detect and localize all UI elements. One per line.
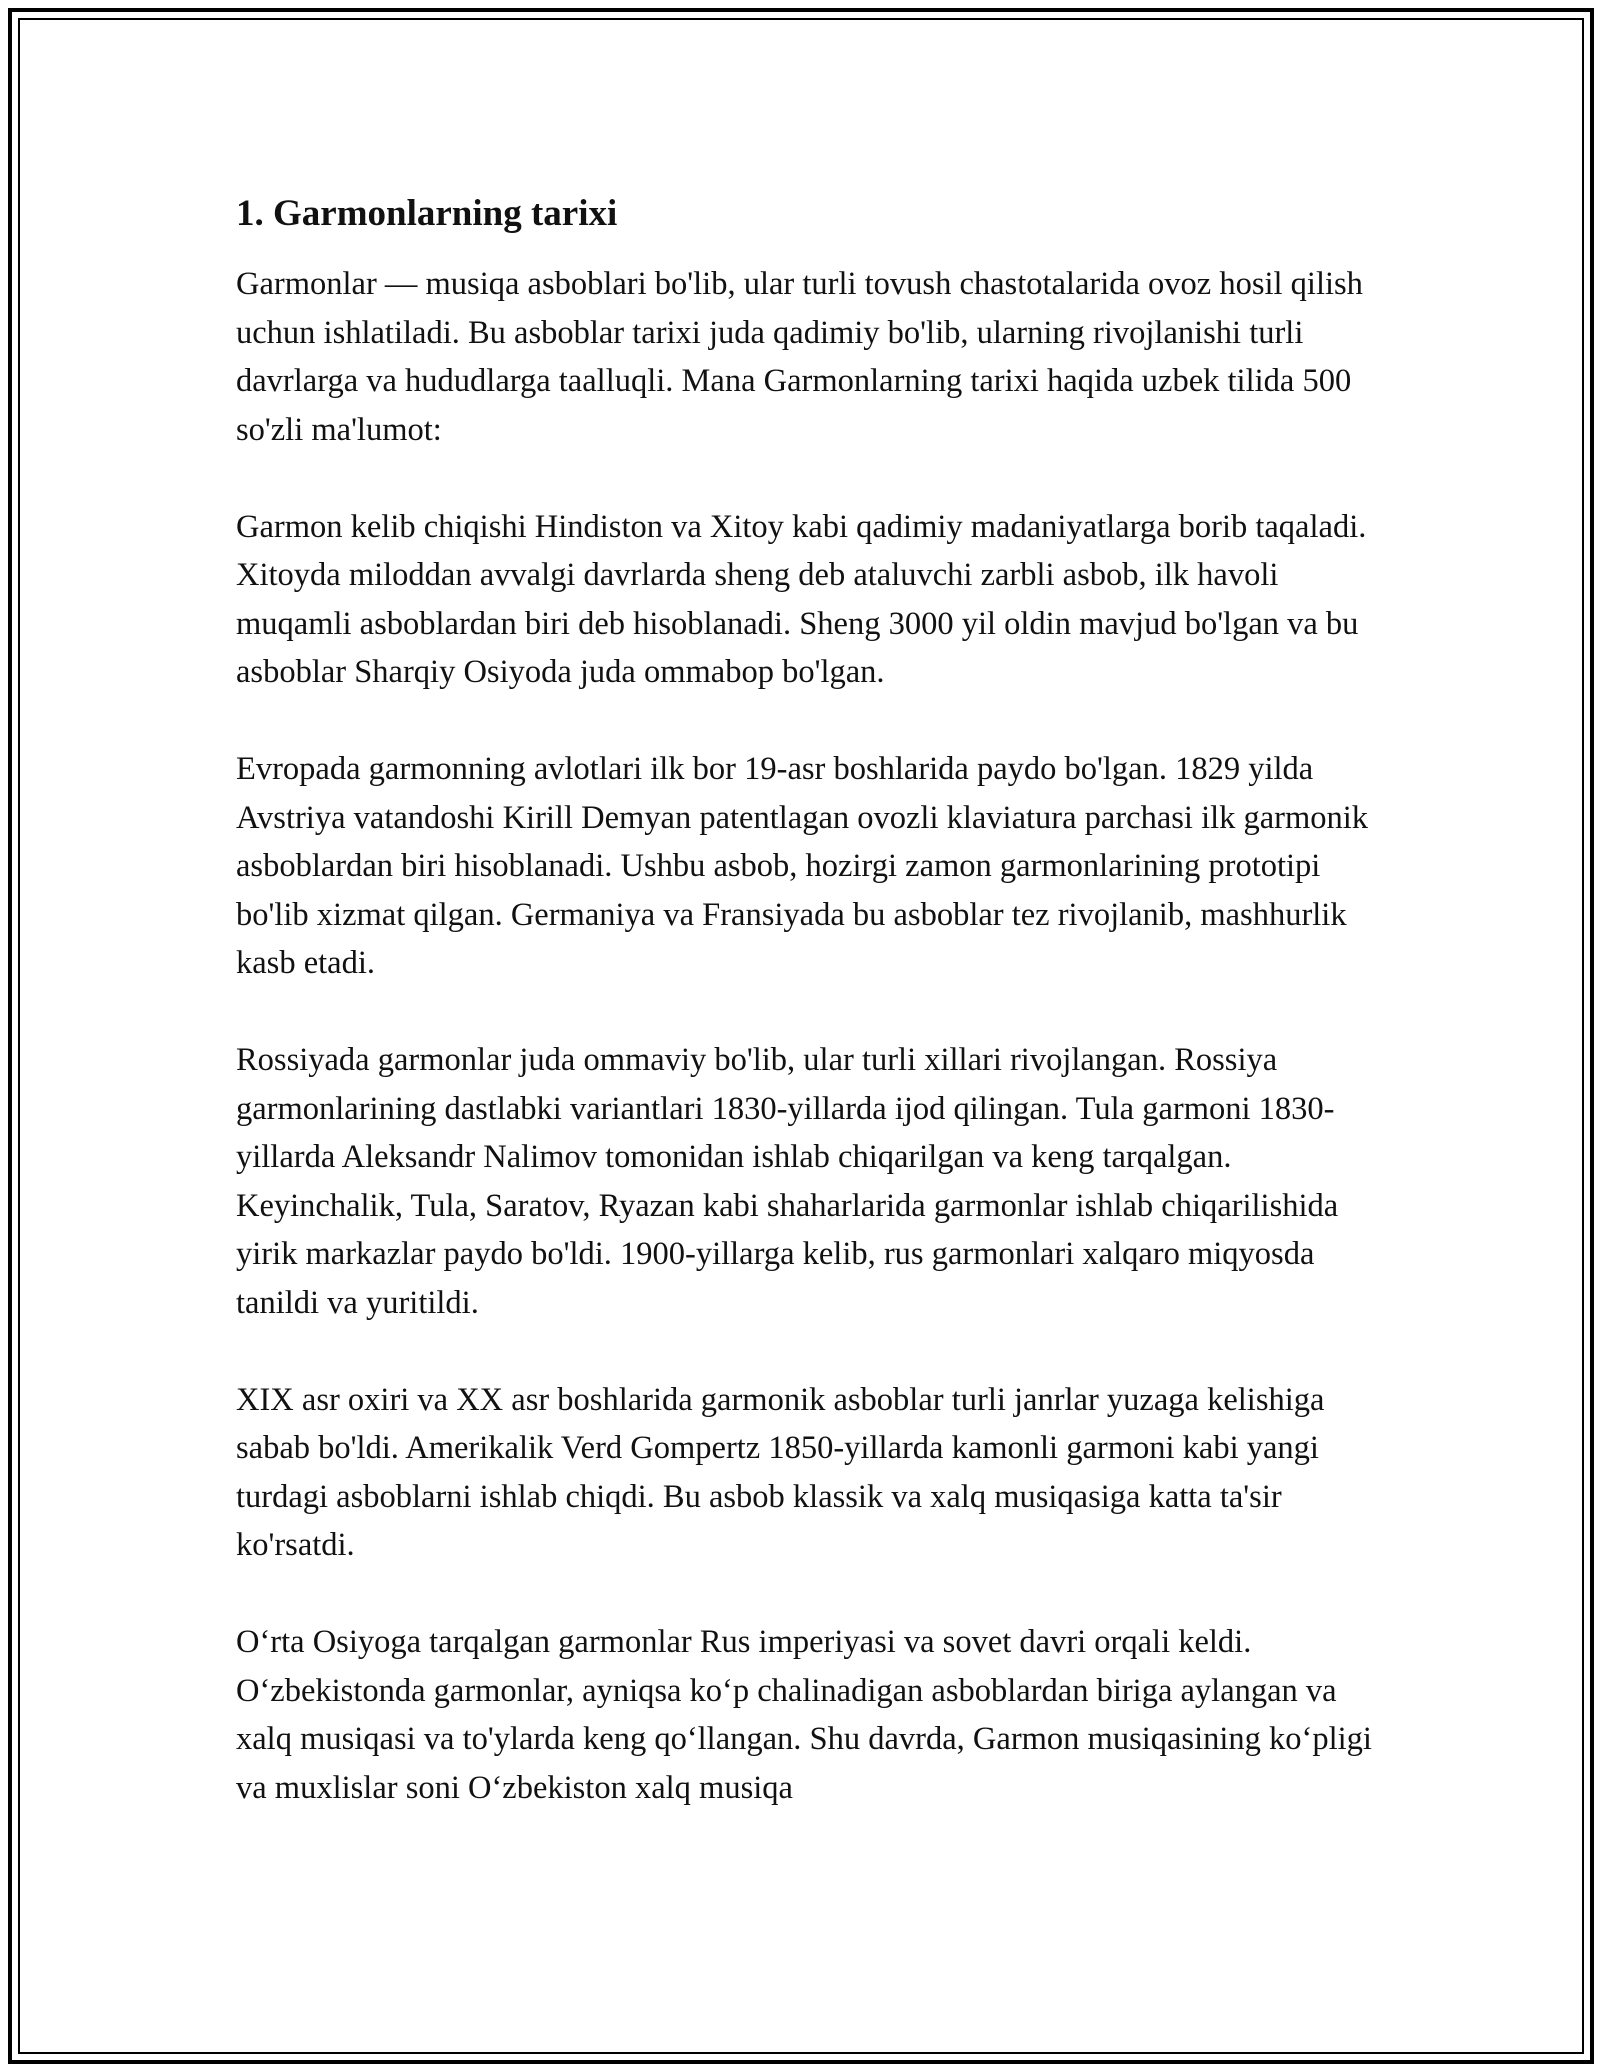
document-body — [236, 188, 1376, 1861]
paragraph-intro: Garmonlar — musiqa asboblari bo'lib, ular turli tovush chastotalarida ovoz hosil qilish uchun ishlatiladi. Bu asboblar tarixi juda qadimiy bo'lib, ularning rivojlanishi turli davrlarga va hududlarga taalluqli. Mana Garmonlarning tarixi haqida uzbek tilida 500 so'zli ma'lumot: — [236, 266, 1363, 448]
paragraph-central-asia: O‘rta Osiyoga tarqalgan garmonlar Rus imperiyasi va sovet davri orqali keldi. O‘zbekistonda garmonlar, ayniqsa ko‘p chalinadigan asboblardan biriga aylangan va xalq musiqasi va to'ylarda keng qo‘llangan. Shu davrda, Garmon musiqasining ko‘pligi va muxlislar soni O‘zbekiston xalq musiqa — [236, 1624, 1372, 1806]
paragraph-origins: Garmon kelib chiqishi Hindiston va Xitoy kabi qadimiy madaniyatlarga borib taqaladi. Xitoyda miloddan avvalgi davrlarda sheng deb ataluvchi zarbli asbob, ilk havoli muqamli asboblardan biri deb hisoblanadi. Sheng 3000 yil oldin mavjud bo'lgan va bu asboblar Sharqiy Osiyoda juda ommabop bo'lgan. — [236, 508, 1367, 690]
paragraph-russia: Rossiyada garmonlar juda ommaviy bo'lib, ular turli xillari rivojlangan. Rossiya garmonlarining dastlabki variantlari 1830-yillarda ijod qilingan. Tula garmoni 1830-yillarda Aleksandr Nalimov tomonidan ishlab chiqarilgan va keng tarqalgan. Keyinchalik, Tula, Saratov, Ryazan kabi shaharlarida garmonlar ishlab chiqarilishida yirik markazlar paydo bo'ldi. 1900-yillarga kelib, rus garmonlari xalqaro miqyosda tanildi va yuritildi. — [236, 1042, 1339, 1321]
paragraph-19th-20th-century: XIX asr oxiri va XX asr boshlarida garmonik asboblar turli janrlar yuzaga kelishiga sabab bo'ldi. Amerikalik Verd Gompertz 1850-yillarda kamonli garmoni kabi yangi turdagi asboblarni ishlab chiqdi. Bu asbob klassik va xalq musiqasiga katta ta'sir ko'rsatdi. — [236, 1381, 1325, 1563]
paragraph-europe: Evropada garmonning avlotlari ilk bor 19-asr boshlarida paydo bo'lgan. 1829 yilda Avstriya vatandoshi Kirill Demyan patentlagan ovozli klaviatura parchasi ilk garmonik asboblardan biri hisoblanadi. Ushbu asbob, hozirgi zamon garmonlarining prototipi bo'lib xizmat qilgan. Germaniya va Fransiyada bu asboblar tez rivojlanib, mashhurlik kasb etadi. — [236, 751, 1369, 981]
section-heading: 1. Garmonlarning tarixi — [236, 193, 618, 234]
